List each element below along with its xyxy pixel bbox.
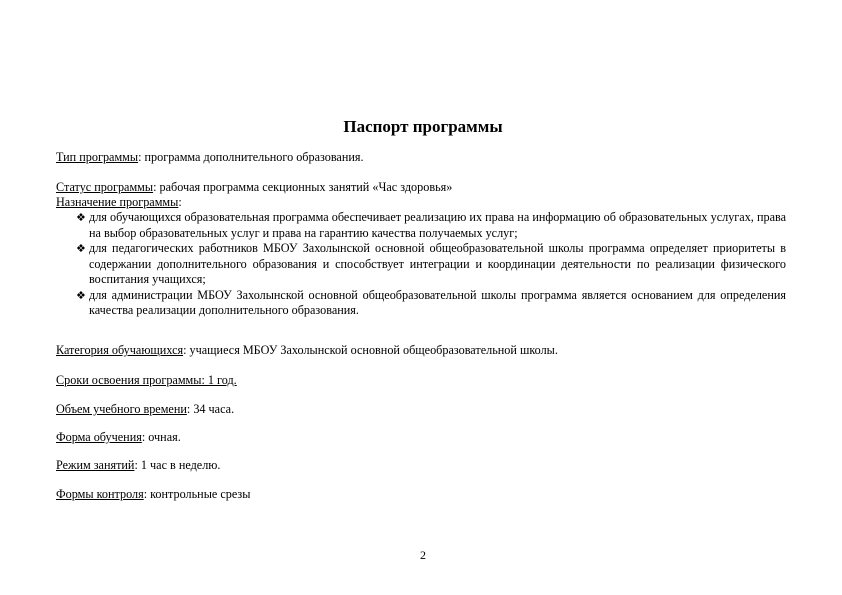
purpose-item-students [56,210,786,241]
program-type-label: Тип программы [56,150,139,164]
schedule-line [56,458,786,473]
learner-category-label: Категория обучающихся [56,343,184,357]
purpose-item-text: для педагогических работников МБОУ Захолынской основной общеобразовательной школы программа определяет приоритеты в содержании дополнительного образования и способствует интеграции и координации деятельности по реализации физического воспитания учащихся; [89,241,786,286]
study-form-value: : очная. [141,430,181,444]
page-title: Паспорт программы [343,117,503,137]
study-form-label: Форма обучения [56,430,142,444]
purpose-list [56,210,786,319]
program-status-value: : рабочая программа секционных занятий «Час здоровья» [153,180,453,194]
schedule-label: Режим занятий [56,458,135,472]
control-forms-value: : контрольные срезы [143,487,251,501]
schedule-value: : 1 час в неделю. [134,458,221,472]
page-number: 2 [420,548,426,562]
program-status-label: Статус программы [56,180,154,194]
study-volume-label: Объем учебного времени [56,402,187,416]
study-volume-value: : 34 часа. [186,402,235,416]
control-forms-label: Формы контроля [56,487,144,501]
program-type-line [56,150,786,165]
program-status-line [56,180,786,195]
diamond-bullet-icon: ❖ [76,211,86,224]
diamond-bullet-icon: ❖ [76,288,86,302]
study-volume-line [56,402,786,417]
purpose-item-administration [56,288,786,319]
purpose-item-text: для администрации МБОУ Захолынской основной общеобразовательной школы программа является основанием для определения качества реализации дополнительного образования. [89,287,786,317]
program-type-value: : программа дополнительного образования. [138,150,364,164]
control-forms-line [56,487,786,502]
program-purpose-line [56,195,786,210]
program-purpose-label: Назначение программы [56,195,179,209]
purpose-item-text: для обучающихся образовательная программа обеспечивает реализацию их права на информацию об образовательных услугах, права на выбор образовательных услуг и права на гарантию качества получаемых услуг; [89,210,786,240]
diamond-bullet-icon: ❖ [76,242,86,255]
learner-category-value: : учащиеся МБОУ Захолынской основной общеобразовательной школы. [183,343,558,357]
study-form-line [56,430,786,445]
duration-label: Сроки освоения программы: 1 год. [56,373,237,387]
learner-category-line [56,343,786,358]
program-purpose-colon: : [178,195,182,209]
duration-line [56,373,786,388]
purpose-item-teachers [56,241,786,288]
